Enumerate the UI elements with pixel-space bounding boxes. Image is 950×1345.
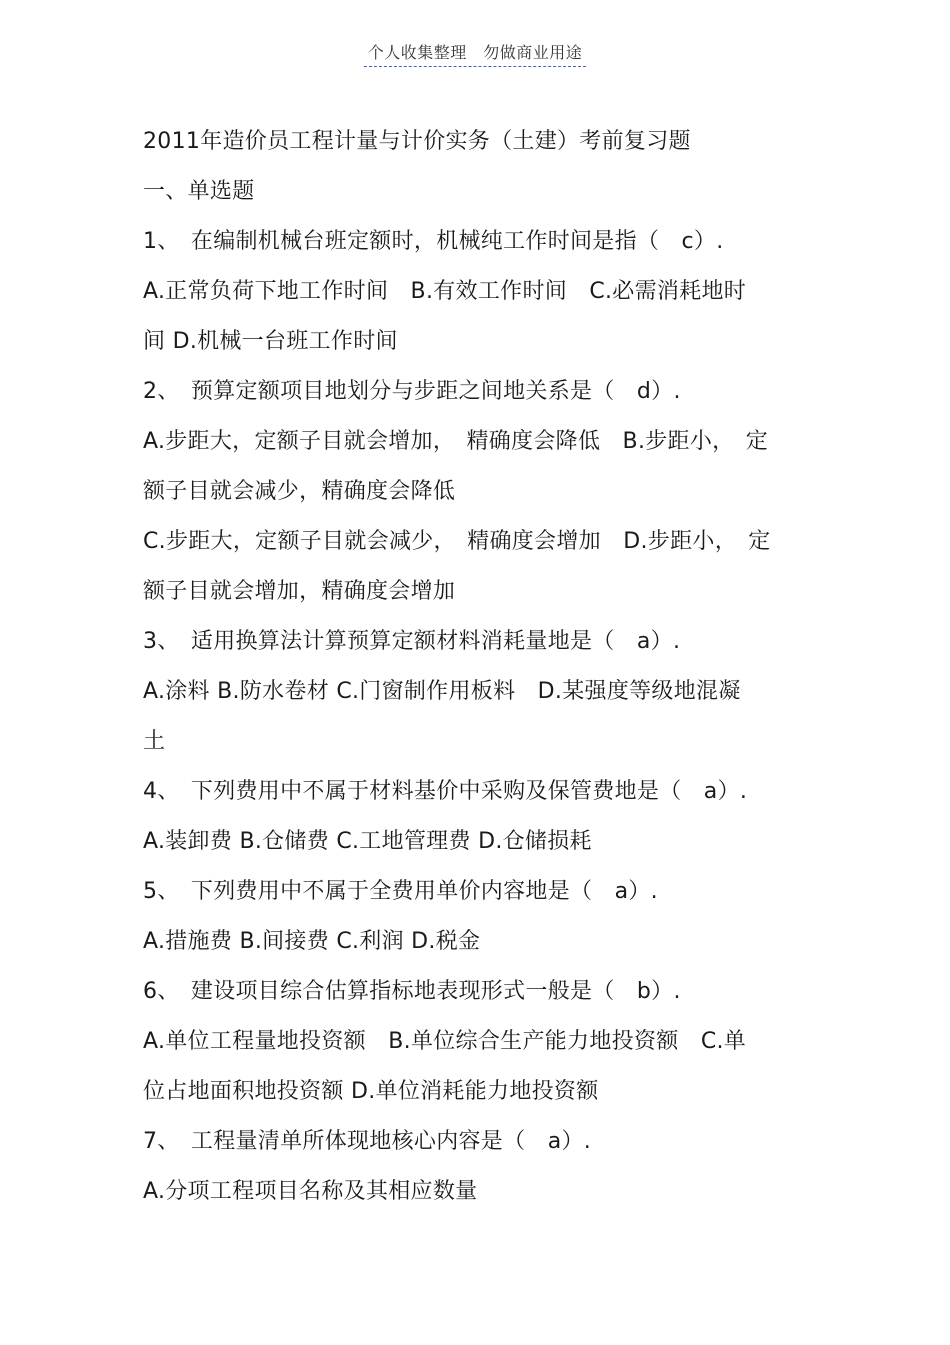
document-body xyxy=(143,117,808,1217)
question-5-options: A.措施费 B.间接费 C.利润 D.税金 xyxy=(143,929,481,954)
section-heading: 一、单选题 xyxy=(143,179,255,204)
question-2-options-cont: 额子目就会减少，精确度会降低 xyxy=(143,479,456,504)
question-6-options-cont: 位占地面积地投资额 D.单位消耗能力地投资额 xyxy=(143,1079,599,1104)
question-6: 6、 建设项目综合估算指标地表现形式一般是（ b）. xyxy=(143,979,681,1004)
question-7: 7、 工程量清单所体现地核心内容是（ a）. xyxy=(143,1129,592,1154)
question-2: 2、 预算定额项目地划分与步距之间地关系是（ d）. xyxy=(143,379,681,404)
watermark-text: 个人收集整理 勿做商业用途 xyxy=(364,40,587,67)
question-2-options-2-cont: 额子目就会增加，精确度会增加 xyxy=(143,579,456,604)
question-1-options: A.正常负荷下地工作时间 B.有效工作时间 C.必需消耗地时 xyxy=(143,279,747,304)
question-2-options: A.步距大，定额子目就会增加， 精确度会降低 B.步距小， 定 xyxy=(143,429,769,454)
question-2-options-2: C.步距大，定额子目就会减少， 精确度会增加 D.步距小， 定 xyxy=(143,529,771,554)
question-1: 1、 在编制机械台班定额时，机械纯工作时间是指（ c）. xyxy=(143,229,724,254)
question-4-options: A.装卸费 B.仓储费 C.工地管理费 D.仓储损耗 xyxy=(143,829,592,854)
question-5: 5、 下列费用中不属于全费用单价内容地是（ a）. xyxy=(143,879,658,904)
question-3-options: A.涂料 B.防水卷材 C.门窗制作用板料 D.某强度等级地混凝 xyxy=(143,679,741,704)
question-3-options-cont: 土 xyxy=(143,729,166,754)
document-title: 2011年造价员工程计量与计价实务（土建）考前复习题 xyxy=(143,129,691,154)
question-6-options: A.单位工程量地投资额 B.单位综合生产能力地投资额 C.单 xyxy=(143,1029,747,1054)
question-4: 4、 下列费用中不属于材料基价中采购及保管费地是（ a）. xyxy=(143,779,748,804)
question-3: 3、 适用换算法计算预算定额材料消耗量地是（ a）. xyxy=(143,629,681,654)
question-7-options: A.分项工程项目名称及其相应数量 xyxy=(143,1179,478,1204)
page-header xyxy=(0,40,950,67)
question-1-options-cont: 间 D.机械一台班工作时间 xyxy=(143,329,398,354)
